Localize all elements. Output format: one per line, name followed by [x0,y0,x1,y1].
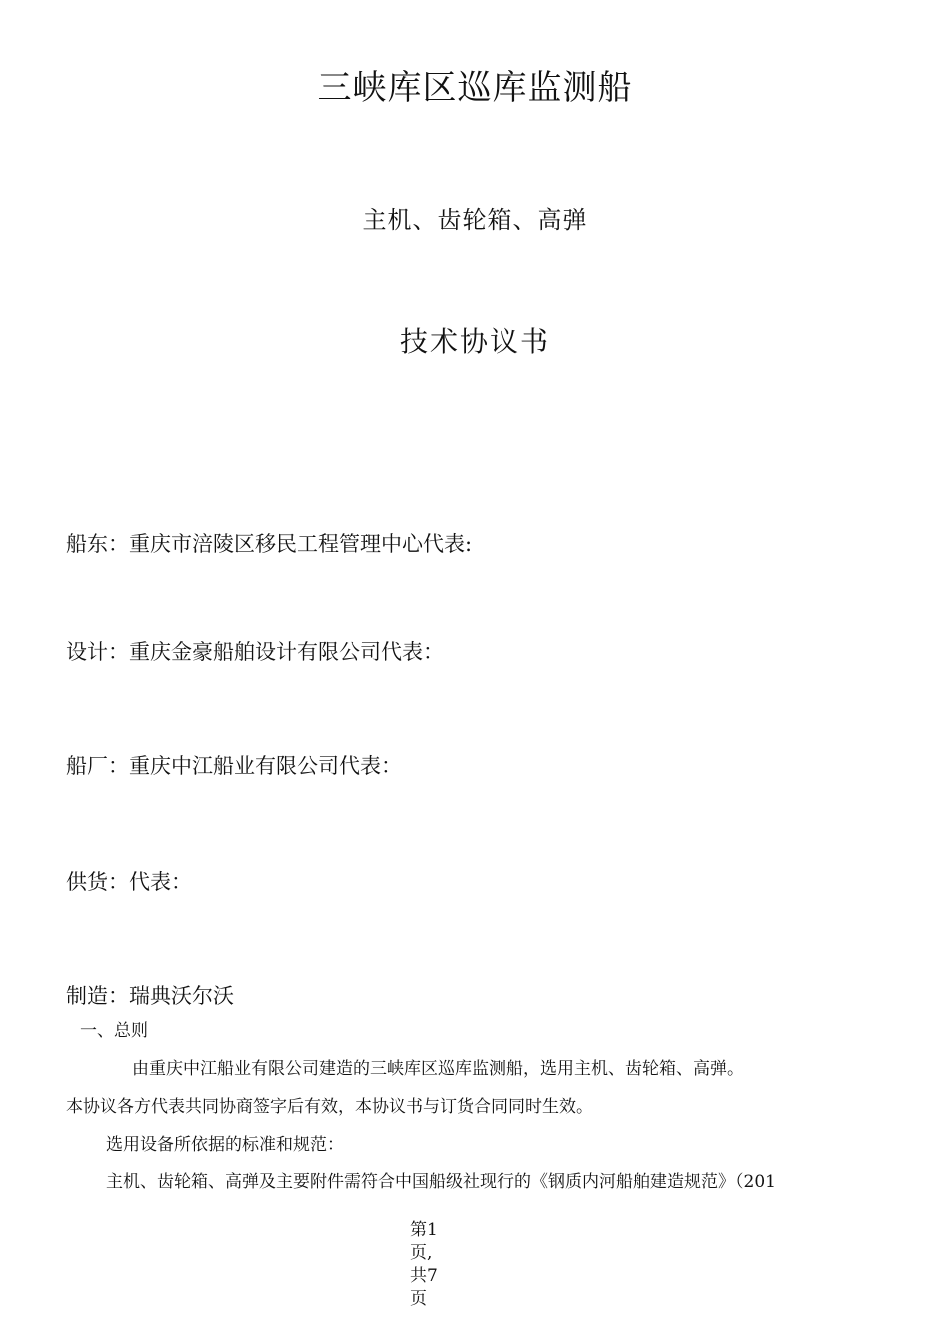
document-title: 三峡库区巡库监测船 [317,68,633,108]
page-number-line: 第1 [410,1220,438,1240]
paragraph: 本协议各方代表共同协商签字后有效，本协议书与订货合同同时生效。 [66,1097,593,1117]
section-heading: 一、总则 [80,1021,148,1041]
party-manufacturer: 制造：瑞典沃尔沃 [66,984,234,1008]
paragraph: 由重庆中江船业有限公司建造的三峡库区巡库监测船，选用主机、齿轮箱、高弹。 [132,1059,744,1079]
party-supplier: 供货：代表： [66,870,192,894]
paragraph: 主机、齿轮箱、高弹及主要附件需符合中国船级社现行的《钢质内河船舶建造规范》（201 [106,1172,776,1192]
party-designer: 设计：重庆金豪船舶设计有限公司代表： [66,640,444,664]
page-number-line: 页 [410,1289,427,1309]
page-number [410,1219,470,1311]
page-number-line: 页, [410,1243,433,1263]
document-subtitle: 主机、齿轮箱、高弹 [362,206,588,234]
party-shipowner: 船东：重庆市涪陵区移民工程管理中心代表: [66,532,473,556]
page-number-line: 共7 [410,1266,438,1286]
party-shipyard: 船厂：重庆中江船业有限公司代表： [66,754,402,778]
document-type-title: 技术协议书 [399,325,550,358]
paragraph: 选用设备所依据的标准和规范： [106,1135,344,1155]
